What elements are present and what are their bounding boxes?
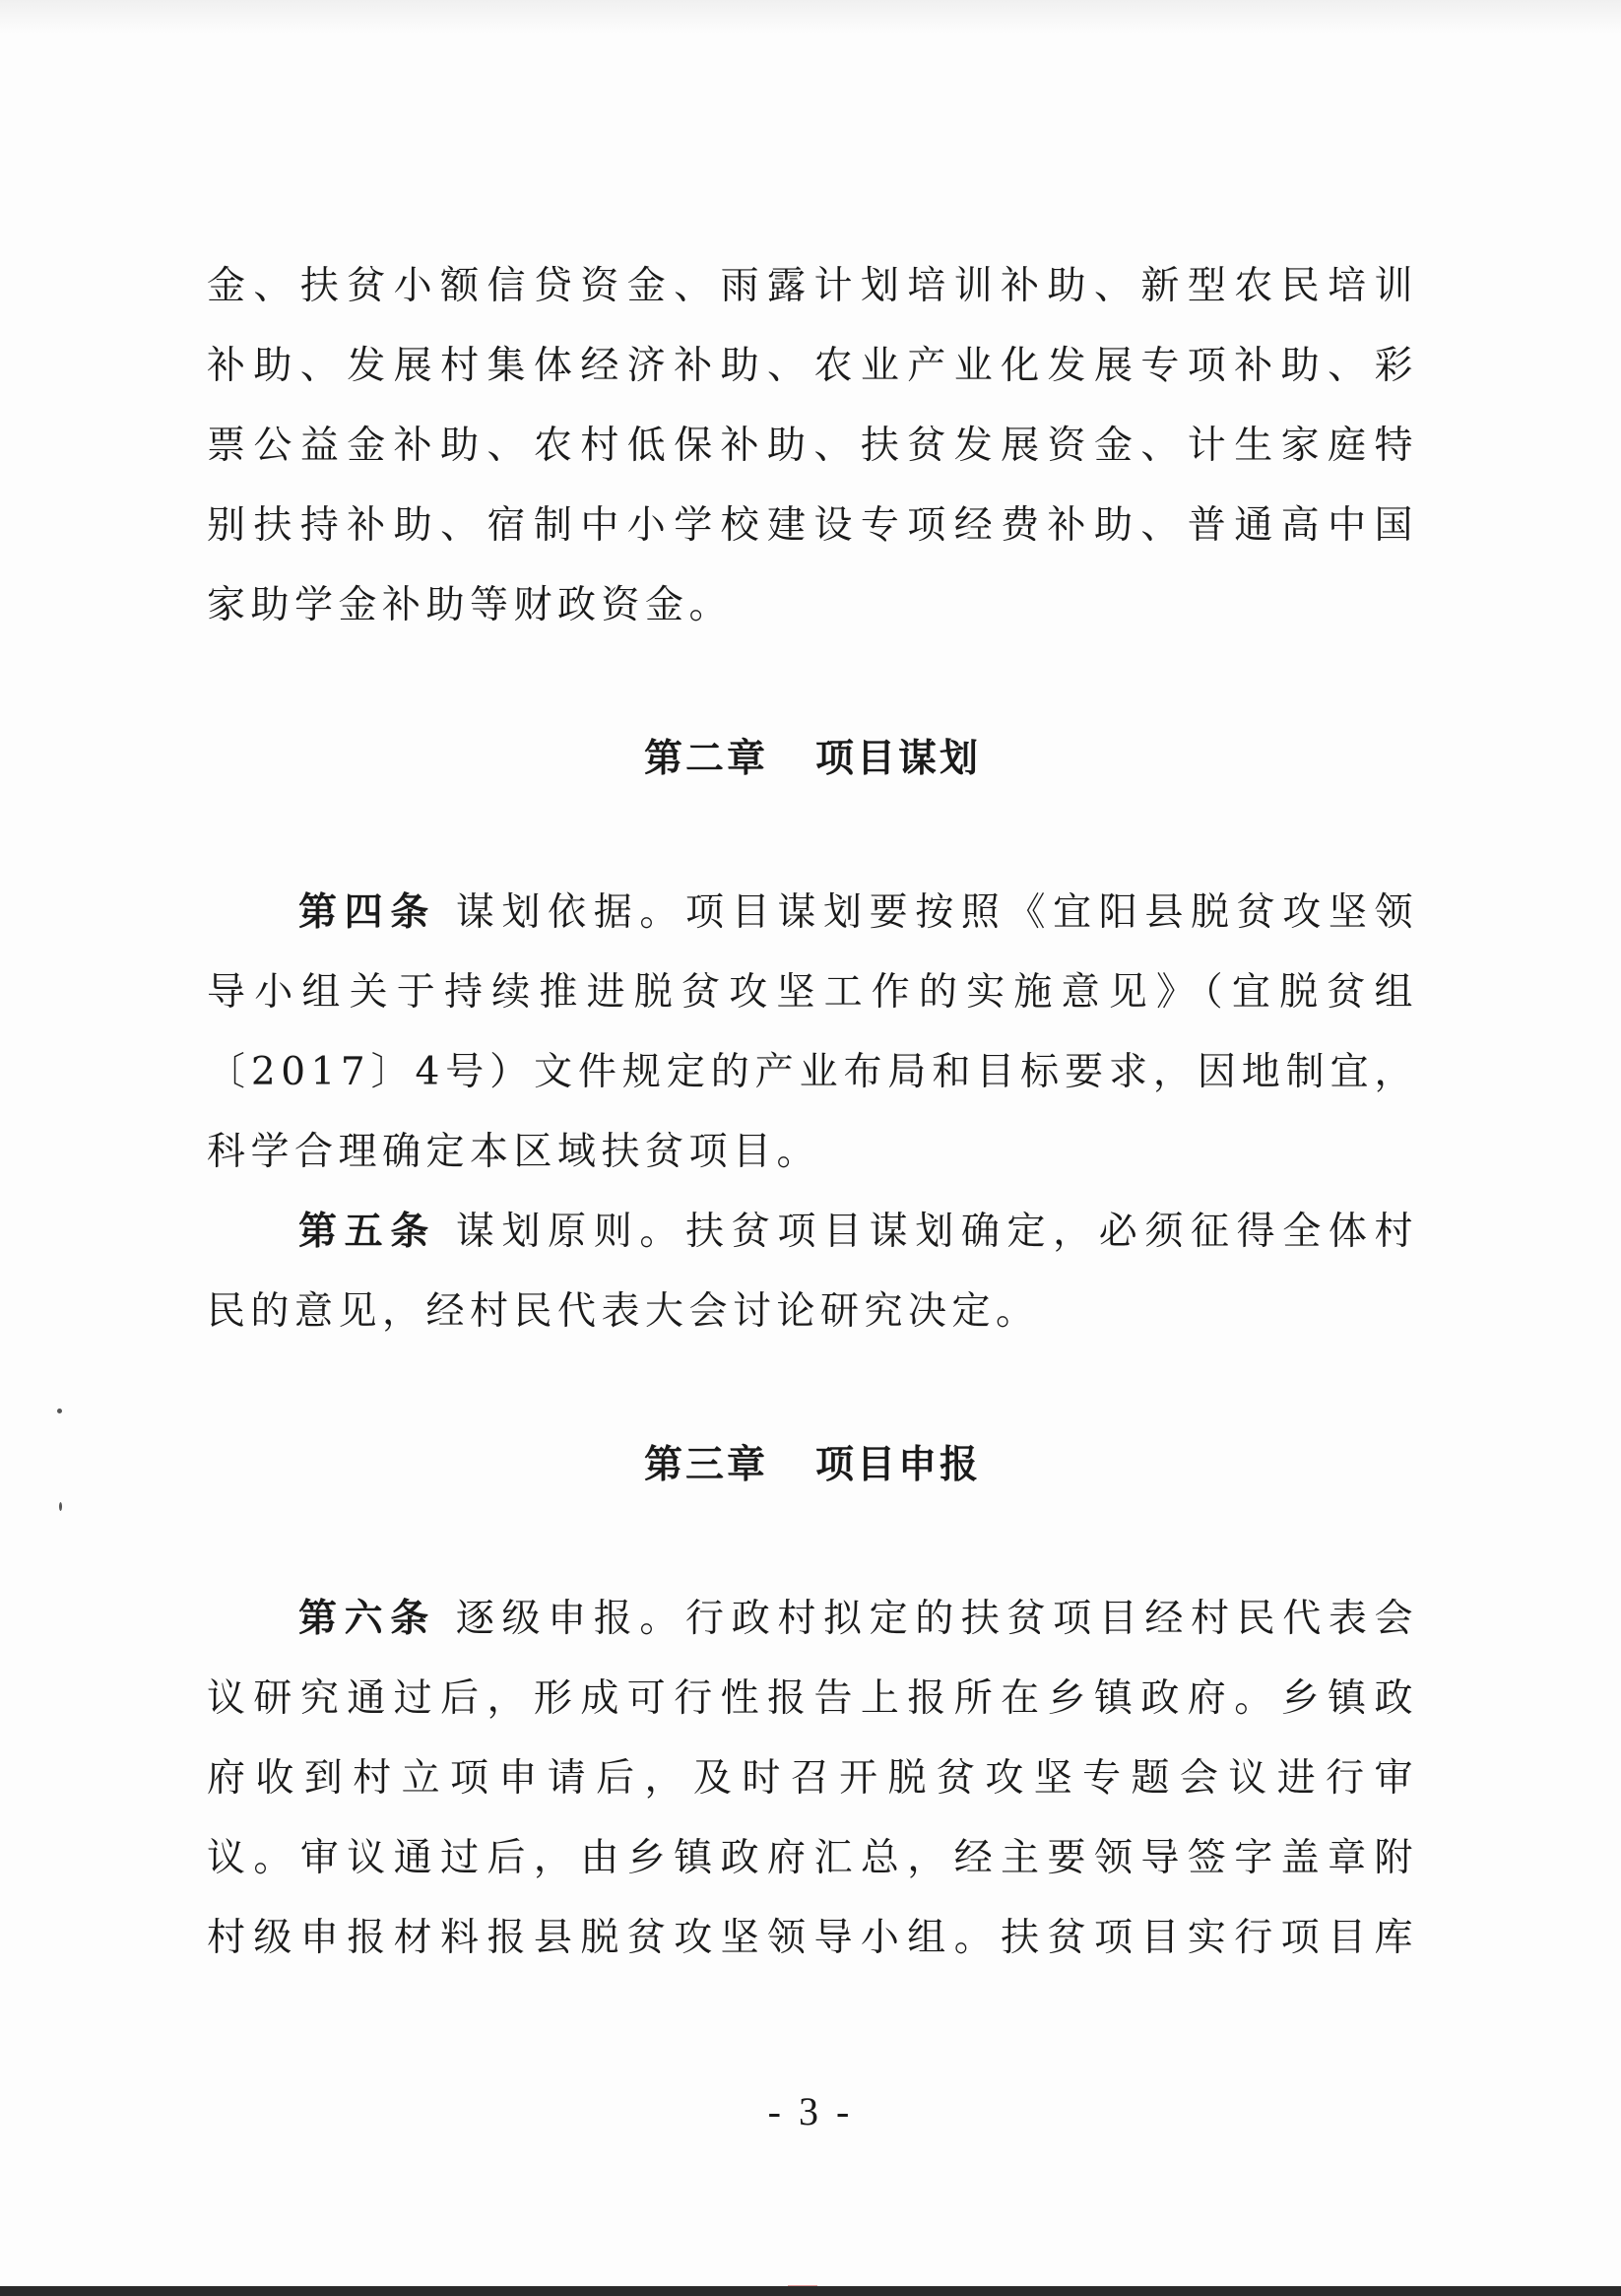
article-line: 第四条 谋划依据。项目谋划要按照《宜阳县脱贫攻坚领: [298, 889, 1418, 935]
article-line: 议研究通过后，形成可行性报告上报所在乡镇政府。乡镇政: [207, 1676, 1418, 1721]
chapter-title: 项目申报: [815, 1442, 982, 1487]
page-number: - 3 -: [767, 2089, 854, 2133]
intro-line: 补助、发展村集体经济补助、农业产业化发展专项补助、彩: [207, 344, 1418, 388]
intro-paragraph: [207, 246, 1418, 645]
article-4: [207, 873, 1418, 1192]
chapter-number: 第二章: [643, 736, 768, 781]
article-line: 民的意见，经村民代表大会讨论研究决定。: [207, 1289, 1040, 1334]
article-line: 第五条 谋划原则。扶贫项目谋划确定，必须征得全体村: [298, 1209, 1418, 1254]
intro-line: 别扶持补助、宿制中小学校建设专项经费补助、普通高中国: [207, 503, 1418, 548]
scan-top-edge: [0, 0, 1621, 33]
chapter-3-heading: [207, 1425, 1418, 1505]
article-line: 村级申报材料报县脱贫攻坚领导小组。扶贫项目实行项目库: [207, 1916, 1418, 1960]
document-body: [207, 246, 1418, 1978]
article-line: 府收到村立项申请后，及时召开脱贫攻坚专题会议进行审: [207, 1756, 1418, 1801]
article-line: 第六条 逐级申报。行政村拟定的扶贫项目经村民代表会: [298, 1596, 1418, 1641]
article-6: [207, 1579, 1418, 1978]
article-line: 科学合理确定本区域扶贫项目。: [207, 1130, 821, 1174]
article-5: [207, 1192, 1418, 1351]
article-line: 议。审议通过后，由乡镇政府汇总，经主要领导签字盖章附: [207, 1836, 1418, 1880]
intro-line: 票公益金补助、农村低保补助、扶贫发展资金、计生家庭特: [207, 424, 1418, 468]
intro-line: 金、扶贫小额信贷资金、雨露计划培训补助、新型农民培训: [207, 264, 1418, 308]
article-line: 导小组关于持续推进脱贫攻坚工作的实施意见》（宜脱贫组: [207, 970, 1418, 1015]
chapter-title: 项目谋划: [815, 736, 982, 781]
article-line: 〔2017〕4号）文件规定的产业布局和目标要求，因地制宜，: [207, 1050, 1418, 1094]
chapter-number: 第三章: [643, 1442, 768, 1487]
article-label: 第四条: [298, 889, 436, 935]
scan-bottom-edge: [0, 2286, 1621, 2296]
scan-speck: [57, 1409, 62, 1413]
article-label: 第五条: [298, 1209, 436, 1254]
chapter-2-heading: [207, 719, 1418, 799]
scan-speck: [59, 1502, 62, 1511]
intro-line: 家助学金补助等财政资金。: [207, 583, 734, 627]
article-label: 第六条: [298, 1596, 436, 1641]
